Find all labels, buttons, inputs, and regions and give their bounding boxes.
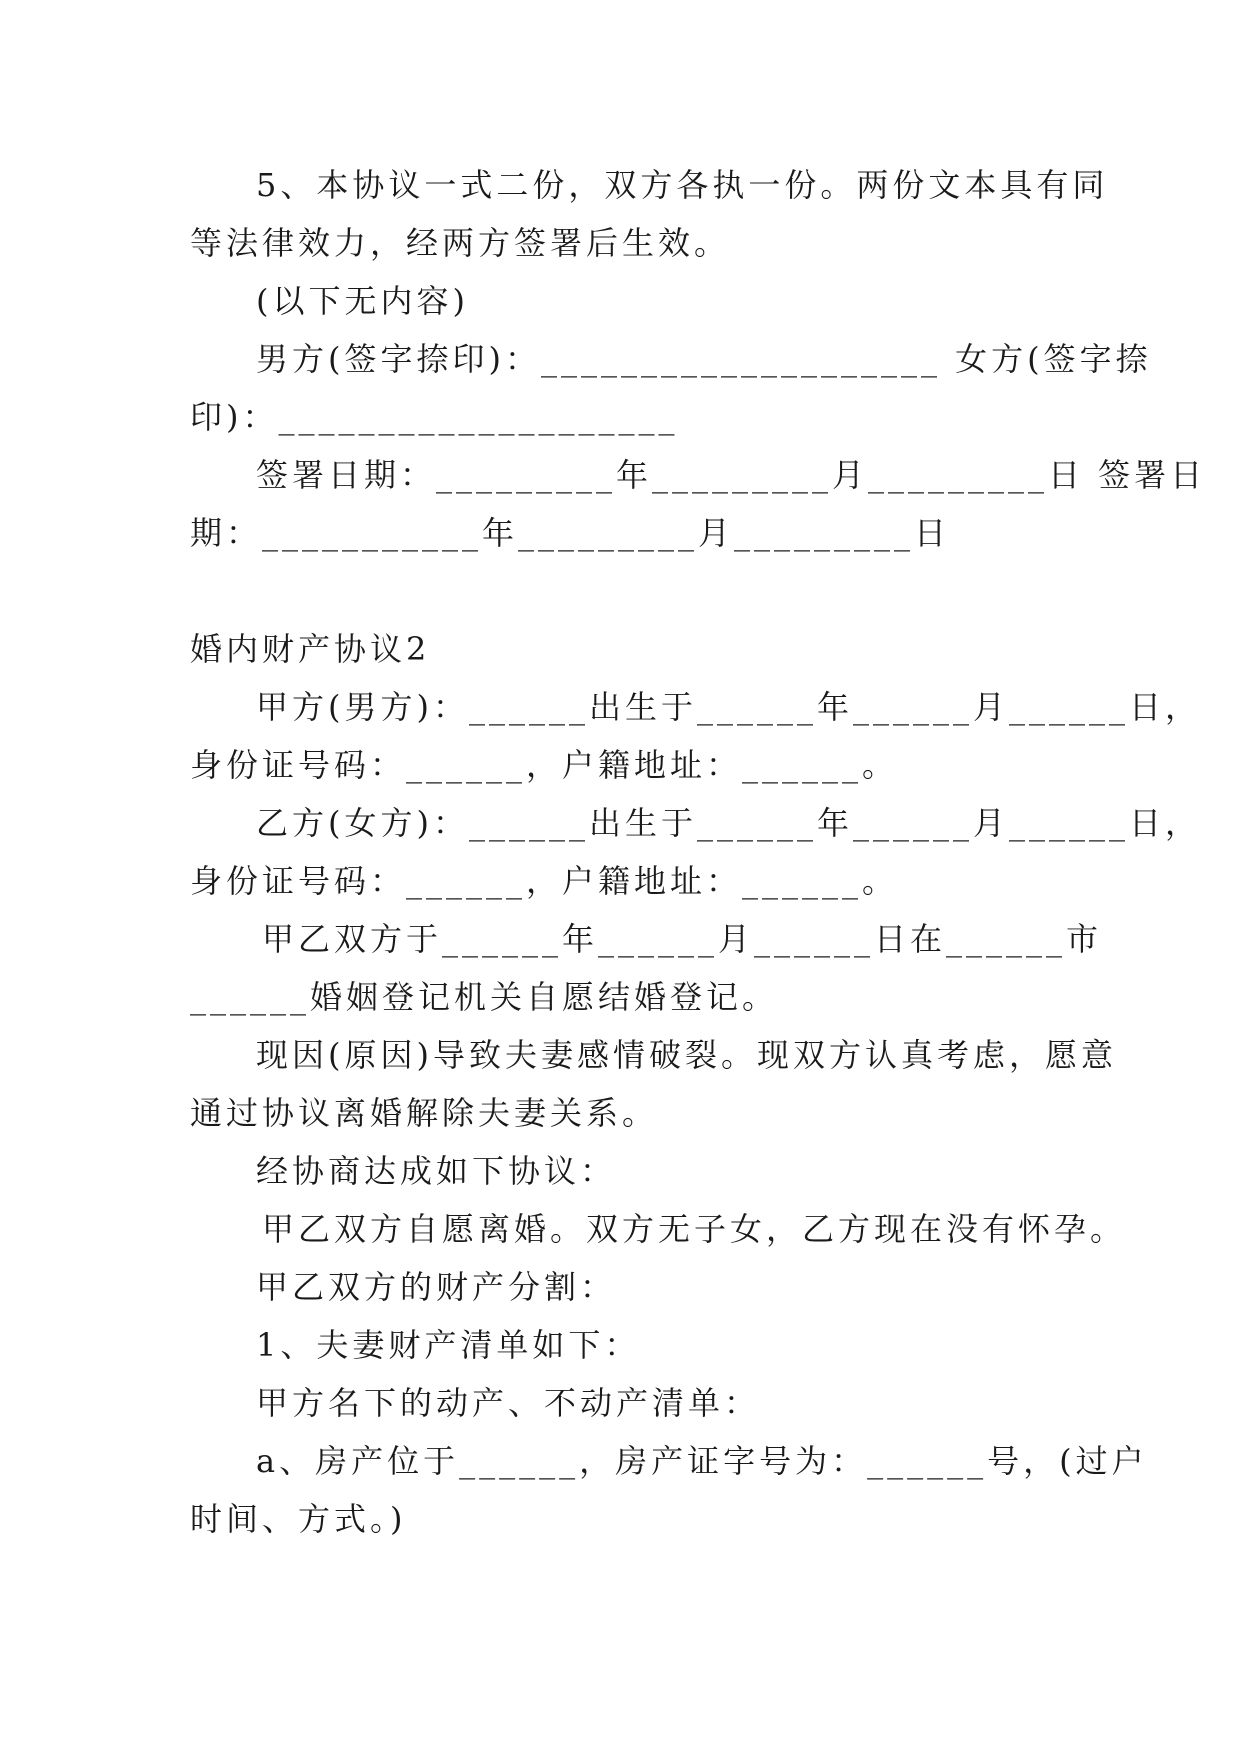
section-title: 婚内财产协议2 <box>190 630 431 668</box>
paragraph-line: ______婚姻登记机关自愿结婚登记。 <box>190 978 779 1016</box>
paragraph-line: 身份证号码：______，户籍地址：______。 <box>190 746 899 784</box>
paragraph-line: 经协商达成如下协议： <box>256 1152 617 1190</box>
paragraph-line: (以下无内容) <box>256 282 469 320</box>
paragraph-line: 甲乙双方自愿离婚。双方无子女，乙方现在没有怀孕。 <box>262 1210 1127 1248</box>
paragraph-line: 身份证号码：______，户籍地址：______。 <box>190 862 899 900</box>
paragraph-line: 甲方名下的动产、不动产清单： <box>256 1384 761 1422</box>
paragraph-line: 甲方(男方)：______出生于______年______月______日， <box>256 688 1201 726</box>
signature-date-line: 签署日期：_________年_________月_________日 签署日 <box>256 456 1207 494</box>
paragraph-line: 等法律效力，经两方签署后生效。 <box>190 224 731 262</box>
signature-line: 印)：____________________ <box>190 398 679 436</box>
signature-date-line: 期：___________年_________月_________日 <box>190 514 951 552</box>
paragraph-line: 通过协议离婚解除夫妻关系。 <box>190 1094 659 1132</box>
paragraph-line: a、房产位于______，房产证字号为：______号，(过户 <box>256 1442 1148 1480</box>
signature-line: 男方(签字捺印)：____________________ 女方(签字捺 <box>256 340 1152 378</box>
paragraph-line: 甲乙双方于______年______月______日在______市 <box>262 920 1103 958</box>
paragraph-line: 1、夫妻财产清单如下： <box>256 1326 641 1364</box>
paragraph-line: 5、本协议一式二份，双方各执一份。两份文本具有同 <box>256 166 1109 204</box>
paragraph-line: 乙方(女方)：______出生于______年______月______日， <box>256 804 1201 842</box>
paragraph-line: 时间、方式。) <box>190 1500 407 1538</box>
paragraph-line: 甲乙双方的财产分割： <box>256 1268 617 1306</box>
paragraph-line: 现因(原因)导致夫妻感情破裂。现双方认真考虑，愿意 <box>256 1036 1117 1074</box>
